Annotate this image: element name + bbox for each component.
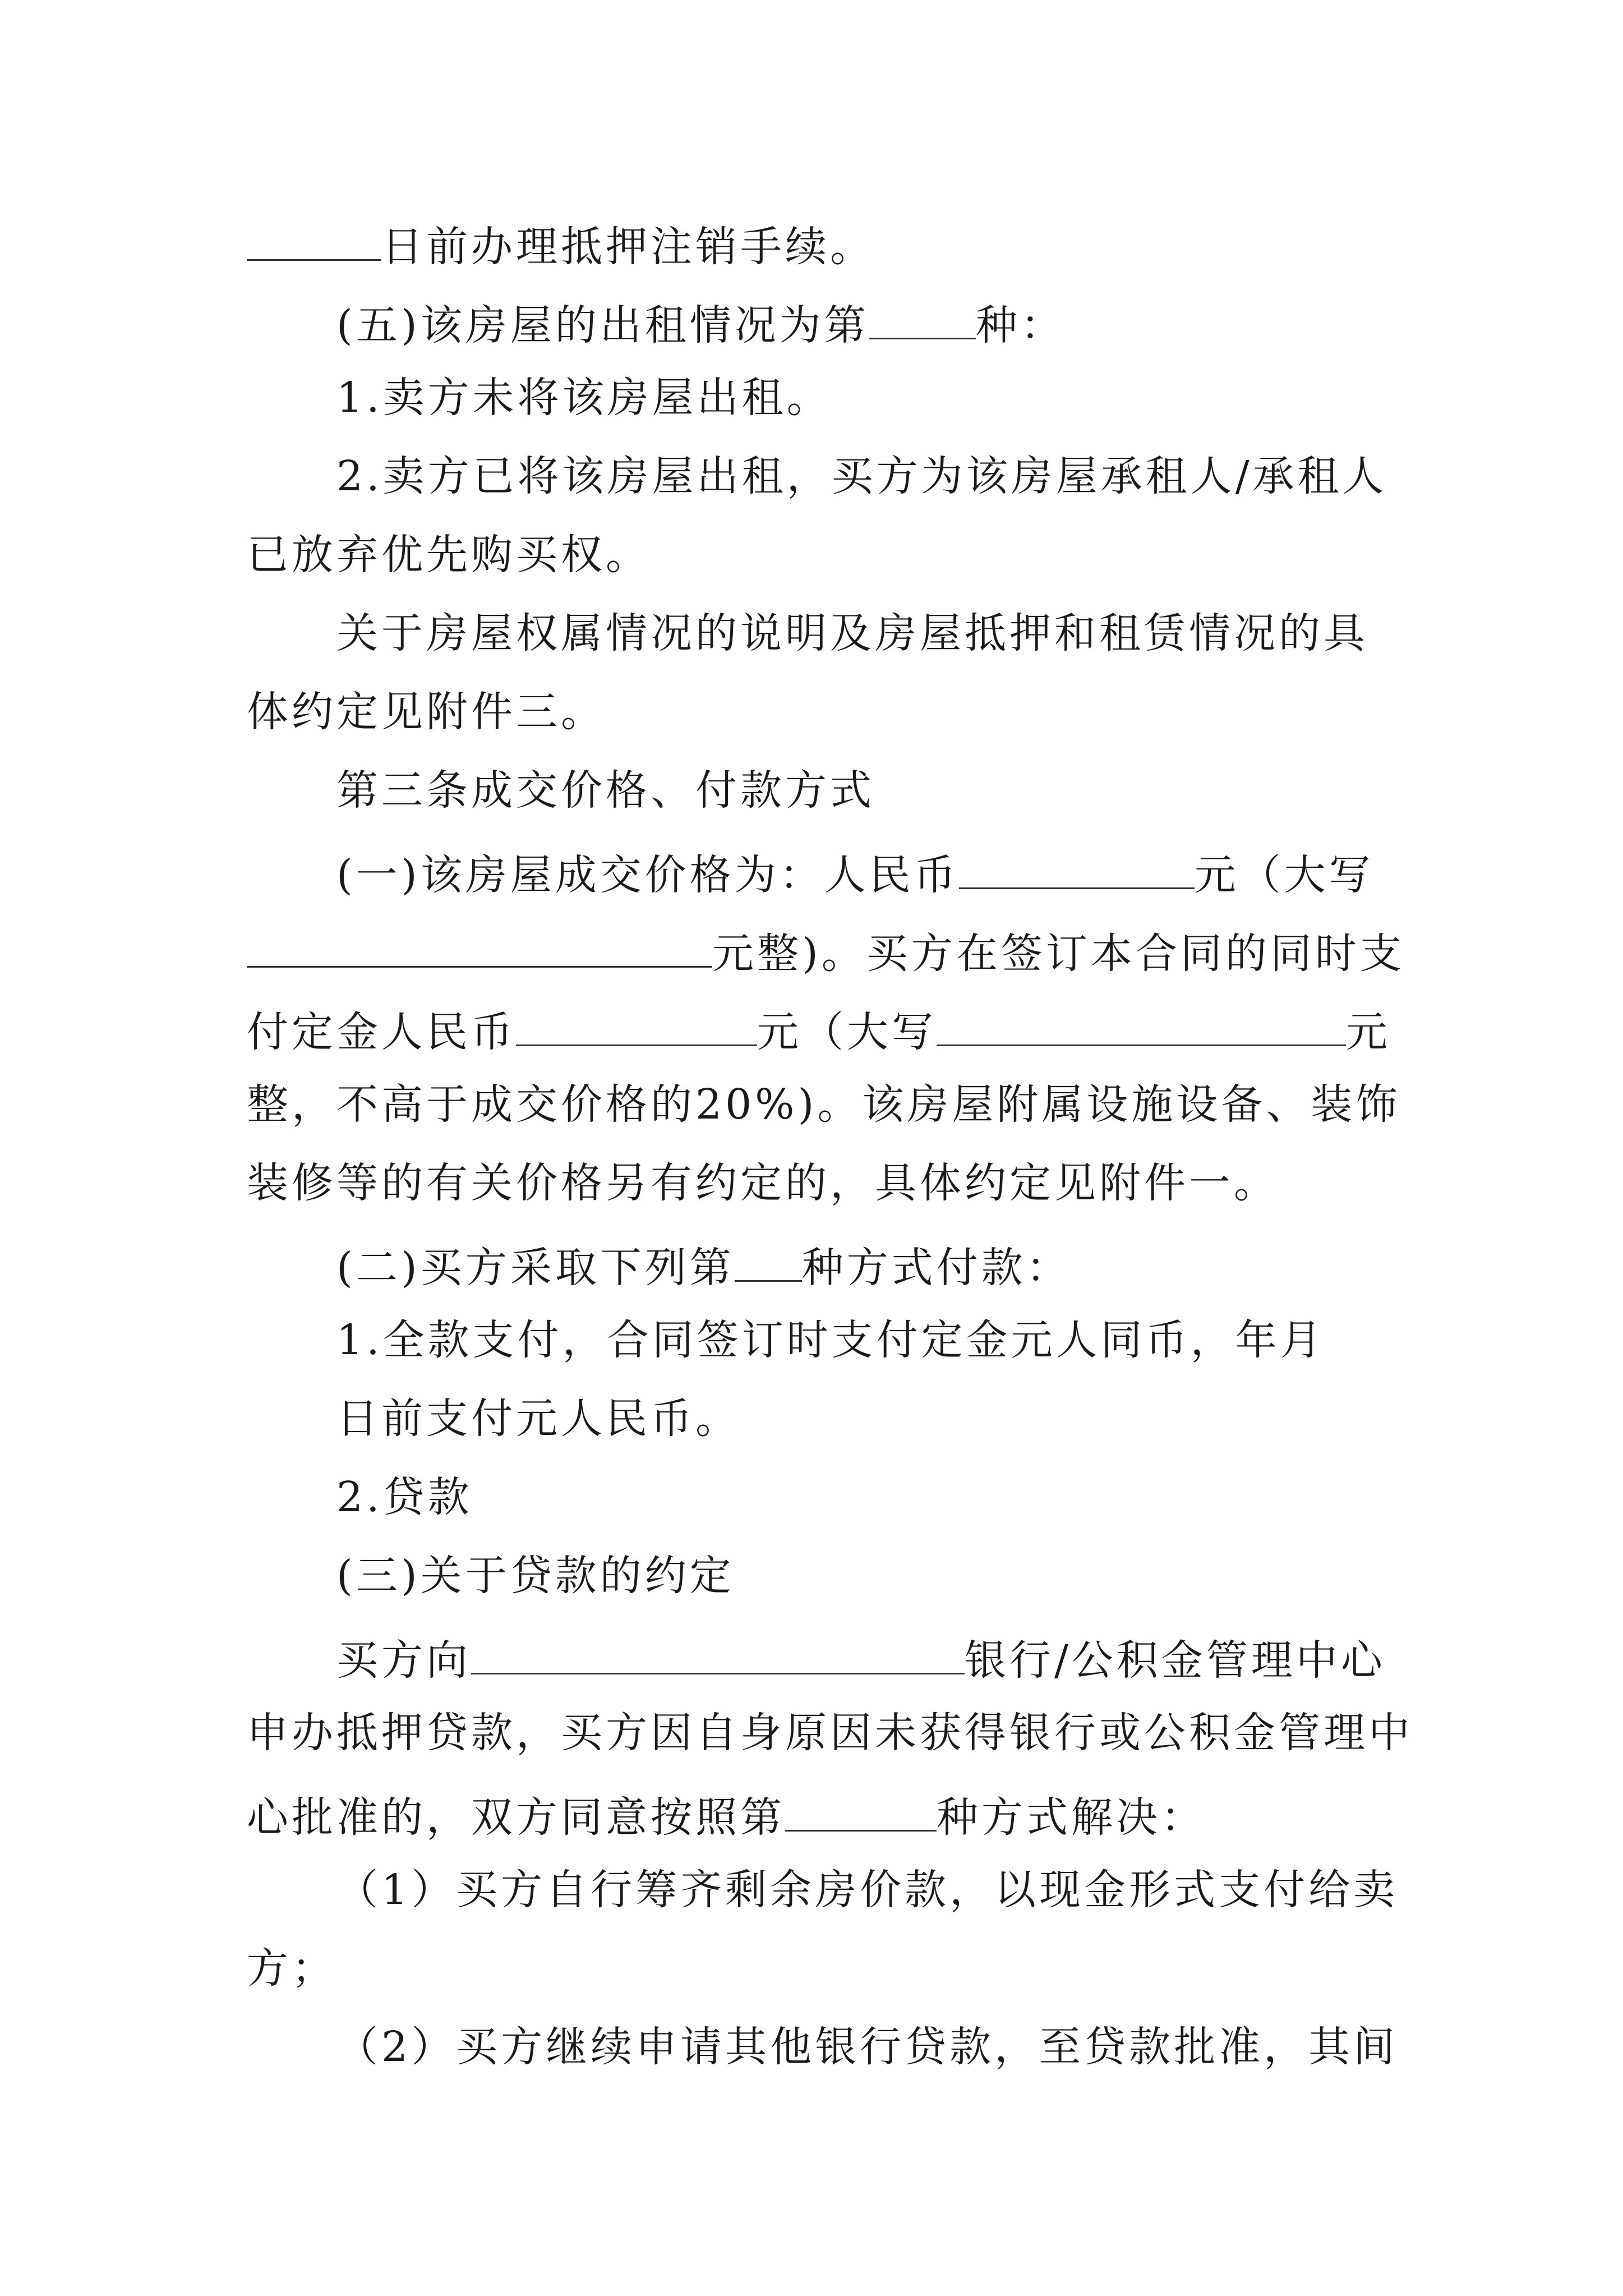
line-deposit-limit: 整，不高于成交价格的20%)。该房屋附属设施设备、装饰 xyxy=(247,1080,1401,1129)
line-priority-waived: 已放弃优先购买权。 xyxy=(247,531,651,579)
line-rental-option-2: 2.卖方已将该房屋出租，买方为该房屋承租人/承租人 xyxy=(336,452,1387,500)
line-mortgage-cancel: 日前办理抵押注销手续。 xyxy=(247,220,875,268)
deposit-uppercase-blank xyxy=(937,1005,1346,1046)
line-resolution-1: （1）买方自行筹齐剩余房价款，以现金形式支付给卖 xyxy=(336,1866,1399,1914)
line-loan-agreement-heading: (三)关于贷款的约定 xyxy=(336,1552,735,1600)
line-loan-bank: 买方向 银行/公积金管理中心 xyxy=(336,1634,1386,1681)
article-3-heading: 第三条成交价格、付款方式 xyxy=(336,766,875,815)
resolution-option-blank xyxy=(785,1791,937,1832)
line-price-uppercase: 元整)。买方在签订本合同的同时支 xyxy=(247,927,1405,974)
line-ownership-note: 关于房屋权属情况的说明及房屋抵押和租赁情况的具 xyxy=(336,609,1368,657)
line-rental-status: (五)该房屋的出租情况为第 种： xyxy=(336,298,1066,346)
line-loan: 2.贷款 xyxy=(336,1473,473,1521)
line-payment-method: (二)买方采取下列第 种方式付款： xyxy=(336,1241,1071,1289)
price-amount-blank xyxy=(959,848,1195,889)
line-full-payment-date: 日前支付元人民币。 xyxy=(336,1395,740,1443)
line-resolution-2: （2）买方继续申请其他银行贷款，至贷款批准，其间 xyxy=(336,2023,1399,2071)
line-deposit: 付定金人民币 元（大写 元 xyxy=(247,1005,1391,1053)
line-see-appendix-3: 体约定见附件三。 xyxy=(247,688,606,736)
date-blank xyxy=(247,220,381,261)
line-loan-resolution: 心批准的，双方同意按照第 种方式解决： xyxy=(247,1791,1206,1838)
line-see-appendix-1: 装修等的有关价格另有约定的，具体约定见附件一。 xyxy=(247,1159,1279,1207)
bank-name-blank xyxy=(471,1634,965,1674)
deposit-amount-blank xyxy=(516,1005,757,1046)
line-resolution-1-cont: 方； xyxy=(247,1944,336,1993)
line-loan-application: 申办抵押贷款，买方因自身原因未获得银行或公积金管理中 xyxy=(247,1709,1413,1757)
price-uppercase-blank xyxy=(247,927,712,968)
payment-option-blank xyxy=(735,1241,802,1282)
rental-option-blank xyxy=(869,298,976,339)
line-rental-option-1: 1.卖方未将该房屋出租。 xyxy=(336,374,832,422)
line-price: (一)该房屋成交价格为：人民币 元（大写 xyxy=(336,848,1374,896)
line-full-payment: 1.全款支付，合同签订时支付定金元人同币，年月 xyxy=(336,1316,1325,1364)
